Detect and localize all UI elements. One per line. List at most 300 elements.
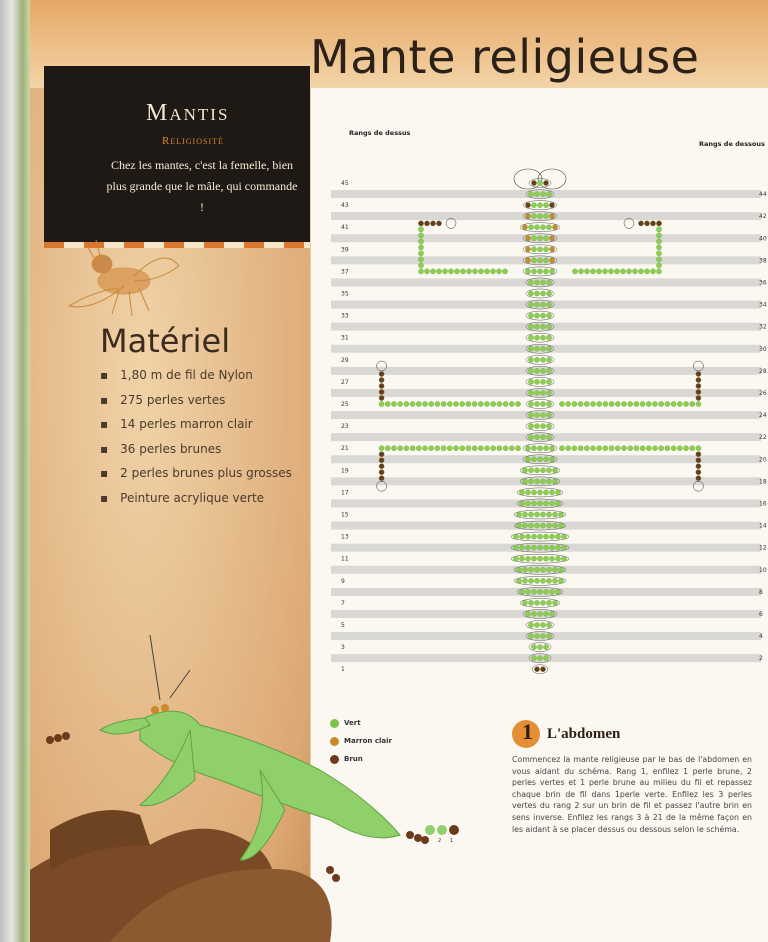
- bead: [537, 203, 542, 208]
- bead: [424, 221, 429, 226]
- bead: [534, 390, 539, 395]
- bead: [608, 269, 613, 274]
- bead: [659, 446, 664, 451]
- bead: [572, 446, 577, 451]
- bead: [603, 446, 608, 451]
- bead: [525, 501, 530, 506]
- legend-dot: [330, 719, 339, 728]
- bead: [528, 390, 533, 395]
- bead: [454, 269, 459, 274]
- materials-item: ▪ 275 perles vertes: [100, 393, 292, 418]
- bead: [555, 490, 560, 495]
- bead: [497, 401, 502, 406]
- bead: [677, 446, 682, 451]
- row-number-left: 1: [341, 666, 345, 674]
- bead: [572, 269, 577, 274]
- bead: [546, 302, 551, 307]
- bead: [528, 368, 533, 373]
- bead: [534, 523, 539, 528]
- bead: [656, 269, 661, 274]
- bead: [543, 236, 548, 241]
- bead: [549, 247, 554, 252]
- bead: [418, 239, 423, 244]
- bead: [603, 401, 608, 406]
- row-number-left: 43: [341, 202, 349, 210]
- bead: [615, 446, 620, 451]
- bead: [656, 257, 661, 262]
- bead: [640, 401, 645, 406]
- bead: [656, 221, 661, 226]
- bead: [555, 534, 560, 539]
- bead: [584, 269, 589, 274]
- row-number-right: 24: [759, 412, 767, 420]
- bead: [690, 401, 695, 406]
- bead: [447, 446, 452, 451]
- bead: [614, 269, 619, 274]
- row-stripe: [331, 411, 761, 419]
- row-stripe: [331, 345, 761, 353]
- bead: [540, 412, 545, 417]
- bead: [522, 567, 527, 572]
- bead: [555, 589, 560, 594]
- legend-item-green: [330, 714, 392, 732]
- bead: [696, 452, 701, 457]
- bead: [531, 180, 536, 185]
- bead: [566, 401, 571, 406]
- row-number-left: 23: [341, 423, 349, 431]
- bead: [525, 556, 530, 561]
- bead: [460, 401, 465, 406]
- bead: [584, 446, 589, 451]
- bead: [546, 479, 551, 484]
- row-number-left: 41: [341, 224, 349, 232]
- bead: [528, 379, 533, 384]
- bead: [531, 446, 536, 451]
- bead: [549, 490, 554, 495]
- bead: [422, 401, 427, 406]
- bead: [430, 221, 435, 226]
- bead: [418, 233, 423, 238]
- bead: [549, 446, 554, 451]
- bead: [515, 446, 520, 451]
- bead: [537, 645, 542, 650]
- materials-list: [100, 368, 292, 516]
- bead: [531, 214, 536, 219]
- bead: [537, 490, 542, 495]
- bead: [546, 379, 551, 384]
- bead: [683, 446, 688, 451]
- row-number-left: 27: [341, 378, 349, 386]
- bead: [555, 545, 560, 550]
- row-number-right: 36: [759, 279, 767, 287]
- bead: [696, 383, 701, 388]
- bead: [552, 512, 557, 517]
- legend-dot: [330, 755, 339, 764]
- row-number-left: 9: [341, 577, 345, 585]
- bead: [531, 203, 536, 208]
- bead: [690, 446, 695, 451]
- bead: [559, 401, 564, 406]
- bead: [540, 225, 545, 230]
- bead: [566, 446, 571, 451]
- bead: [418, 257, 423, 262]
- bead: [543, 545, 548, 550]
- bead: [528, 302, 533, 307]
- bead: [555, 501, 560, 506]
- bead: [537, 556, 542, 561]
- bead: [404, 446, 409, 451]
- bead: [525, 534, 530, 539]
- bead: [379, 401, 384, 406]
- bead-layer: [379, 180, 701, 671]
- bead: [531, 501, 536, 506]
- bead: [429, 401, 434, 406]
- row-stripe: [331, 566, 761, 574]
- bead: [534, 667, 539, 672]
- bead: [528, 424, 533, 429]
- bead: [379, 383, 384, 388]
- bead: [525, 545, 530, 550]
- bead: [519, 545, 524, 550]
- bead: [696, 377, 701, 382]
- bead: [528, 512, 533, 517]
- row-number-right: 4: [759, 633, 763, 641]
- bead: [525, 446, 530, 451]
- bead: [540, 324, 545, 329]
- row-number-right: 6: [759, 610, 763, 618]
- bead: [549, 457, 554, 462]
- bead: [552, 567, 557, 572]
- bead: [543, 247, 548, 252]
- bead: [640, 446, 645, 451]
- bead: [546, 390, 551, 395]
- bead: [540, 667, 545, 672]
- bead: [609, 446, 614, 451]
- bead: [534, 191, 539, 196]
- bead: [546, 324, 551, 329]
- step-number: 1: [522, 719, 533, 744]
- bead: [540, 523, 545, 528]
- row-number-left: 7: [341, 599, 345, 607]
- bead-pattern-diagram: [311, 128, 768, 688]
- bead: [650, 269, 655, 274]
- bead: [379, 464, 384, 469]
- bead: [424, 269, 429, 274]
- bead: [441, 401, 446, 406]
- bead: [650, 221, 655, 226]
- bead: [534, 512, 539, 517]
- row-number-left: 29: [341, 356, 349, 364]
- bead: [546, 468, 551, 473]
- bead: [531, 589, 536, 594]
- bead: [379, 452, 384, 457]
- bead: [496, 269, 501, 274]
- bead: [484, 401, 489, 406]
- row-number-left: 15: [341, 511, 349, 519]
- bead: [546, 313, 551, 318]
- bead: [615, 401, 620, 406]
- row-number-left: 13: [341, 533, 349, 541]
- bead: [379, 470, 384, 475]
- bead: [531, 258, 536, 263]
- bead: [398, 401, 403, 406]
- bead: [543, 589, 548, 594]
- bead: [540, 633, 545, 638]
- bead: [559, 446, 564, 451]
- bead: [546, 523, 551, 528]
- bead: [677, 401, 682, 406]
- bead: [546, 435, 551, 440]
- row-number-left: 21: [341, 445, 349, 453]
- bead: [519, 534, 524, 539]
- bead: [379, 395, 384, 400]
- bead: [561, 534, 566, 539]
- bead: [391, 401, 396, 406]
- bead: [503, 446, 508, 451]
- bead: [540, 622, 545, 627]
- bead: [478, 269, 483, 274]
- bead: [537, 611, 542, 616]
- bead: [379, 476, 384, 481]
- row-number-right: 38: [759, 257, 767, 265]
- bead: [515, 401, 520, 406]
- bead: [531, 556, 536, 561]
- bead: [656, 245, 661, 250]
- bead: [528, 578, 533, 583]
- bead: [602, 269, 607, 274]
- bead: [516, 578, 521, 583]
- bead: [572, 401, 577, 406]
- bead: [552, 523, 557, 528]
- bead: [531, 490, 536, 495]
- bead: [543, 214, 548, 219]
- row-stripe: [331, 301, 761, 309]
- bead: [531, 656, 536, 661]
- bead: [578, 401, 583, 406]
- bead: [418, 251, 423, 256]
- bead: [534, 401, 539, 406]
- row-number-right: 8: [759, 588, 763, 596]
- bead: [597, 401, 602, 406]
- row-thread: [514, 510, 566, 519]
- materials-item: ▪ 1,80 m de fil de Nylon: [100, 368, 292, 393]
- bead: [537, 501, 542, 506]
- bead: [696, 401, 701, 406]
- bead: [578, 269, 583, 274]
- bead: [418, 245, 423, 250]
- bead: [683, 401, 688, 406]
- bead: [549, 203, 554, 208]
- bead: [516, 523, 521, 528]
- bead: [546, 600, 551, 605]
- row-number-left: 19: [341, 467, 349, 475]
- bead: [696, 470, 701, 475]
- mantis-photo: [30, 630, 460, 942]
- bead: [671, 401, 676, 406]
- bead: [534, 600, 539, 605]
- bead: [534, 313, 539, 318]
- bead: [534, 435, 539, 440]
- row-number-right: 32: [759, 323, 767, 331]
- bead: [398, 446, 403, 451]
- bead: [546, 225, 551, 230]
- bead: [519, 556, 524, 561]
- bead: [540, 346, 545, 351]
- bead: [549, 556, 554, 561]
- bead: [540, 435, 545, 440]
- bead: [558, 567, 563, 572]
- legend-item-light-brown: [330, 732, 392, 750]
- bead: [528, 633, 533, 638]
- step-title: L'abdomen: [547, 726, 621, 742]
- bead: [549, 501, 554, 506]
- bead: [543, 656, 548, 661]
- bead: [509, 401, 514, 406]
- bead: [626, 269, 631, 274]
- bead: [546, 291, 551, 296]
- bead: [537, 180, 542, 185]
- bead: [525, 269, 530, 274]
- bead: [540, 357, 545, 362]
- bead: [416, 401, 421, 406]
- bead-sample-label-1: 1: [450, 838, 454, 844]
- bead: [665, 446, 670, 451]
- bead: [546, 567, 551, 572]
- bead: [540, 401, 545, 406]
- page-binding-edge: [0, 0, 30, 942]
- bead: [540, 512, 545, 517]
- bead: [696, 389, 701, 394]
- bead: [638, 221, 643, 226]
- row-number-right: 30: [759, 345, 767, 353]
- bead: [540, 600, 545, 605]
- bead: [525, 203, 530, 208]
- diagram-label-right: Rangs de dessous: [699, 140, 765, 148]
- materials-item: ▪ 2 perles brunes plus grosses: [100, 466, 292, 491]
- bead: [503, 401, 508, 406]
- bead: [543, 556, 548, 561]
- bead: [621, 401, 626, 406]
- bead: [546, 512, 551, 517]
- bead: [528, 600, 533, 605]
- bead: [531, 534, 536, 539]
- bead: [537, 534, 542, 539]
- bead: [528, 401, 533, 406]
- intro-heading: Mantis: [146, 100, 230, 126]
- bead: [528, 335, 533, 340]
- bead: [528, 225, 533, 230]
- bead: [436, 221, 441, 226]
- bead: [628, 401, 633, 406]
- bead: [609, 401, 614, 406]
- bead: [534, 291, 539, 296]
- row-number-right: 2: [759, 655, 763, 663]
- legend-dot: [330, 737, 339, 746]
- row-number-right: 18: [759, 478, 767, 486]
- bead: [656, 233, 661, 238]
- bead: [534, 368, 539, 373]
- bead: [628, 446, 633, 451]
- bead: [519, 589, 524, 594]
- bead-sample-label-2: 2: [438, 838, 442, 844]
- bead: [531, 247, 536, 252]
- bead: [528, 291, 533, 296]
- bead: [621, 446, 626, 451]
- bead: [418, 227, 423, 232]
- bead: [466, 269, 471, 274]
- bead: [543, 180, 548, 185]
- bead: [671, 446, 676, 451]
- bead: [513, 545, 518, 550]
- bead: [620, 269, 625, 274]
- bead: [472, 269, 477, 274]
- bead: [558, 512, 563, 517]
- bead: [531, 545, 536, 550]
- bead: [537, 545, 542, 550]
- bead: [522, 578, 527, 583]
- bead: [436, 269, 441, 274]
- bead: [546, 622, 551, 627]
- bead: [646, 401, 651, 406]
- row-number-left: 35: [341, 290, 349, 298]
- intro-subheading: Religiosité: [162, 135, 224, 147]
- bead: [453, 446, 458, 451]
- bead: [528, 357, 533, 362]
- bead: [540, 578, 545, 583]
- bead: [418, 221, 423, 226]
- bead: [638, 269, 643, 274]
- row-number-right: 16: [759, 500, 767, 508]
- legend-label: Marron clair: [344, 737, 392, 745]
- bead: [534, 225, 539, 230]
- bead: [546, 191, 551, 196]
- bead: [528, 567, 533, 572]
- bead: [652, 401, 657, 406]
- bead: [528, 313, 533, 318]
- bead: [537, 446, 542, 451]
- bead: [525, 247, 530, 252]
- row-number-left: 11: [341, 555, 349, 563]
- bead: [543, 457, 548, 462]
- bead: [379, 389, 384, 394]
- bead: [578, 446, 583, 451]
- bead: [543, 645, 548, 650]
- bead: [528, 622, 533, 627]
- bead: [534, 633, 539, 638]
- bead: [558, 578, 563, 583]
- bead: [546, 357, 551, 362]
- bead: [534, 346, 539, 351]
- bead: [491, 446, 496, 451]
- bead: [528, 280, 533, 285]
- bead: [531, 645, 536, 650]
- row-number-right: 44: [759, 191, 767, 199]
- bead: [543, 501, 548, 506]
- bead: [442, 269, 447, 274]
- bead: [537, 247, 542, 252]
- bead: [546, 280, 551, 285]
- bead: [528, 479, 533, 484]
- bead: [502, 269, 507, 274]
- bead: [430, 269, 435, 274]
- bead: [540, 567, 545, 572]
- bead: [531, 269, 536, 274]
- bead: [552, 479, 557, 484]
- bead: [460, 269, 465, 274]
- bead: [549, 589, 554, 594]
- bead: [537, 214, 542, 219]
- bead: [418, 269, 423, 274]
